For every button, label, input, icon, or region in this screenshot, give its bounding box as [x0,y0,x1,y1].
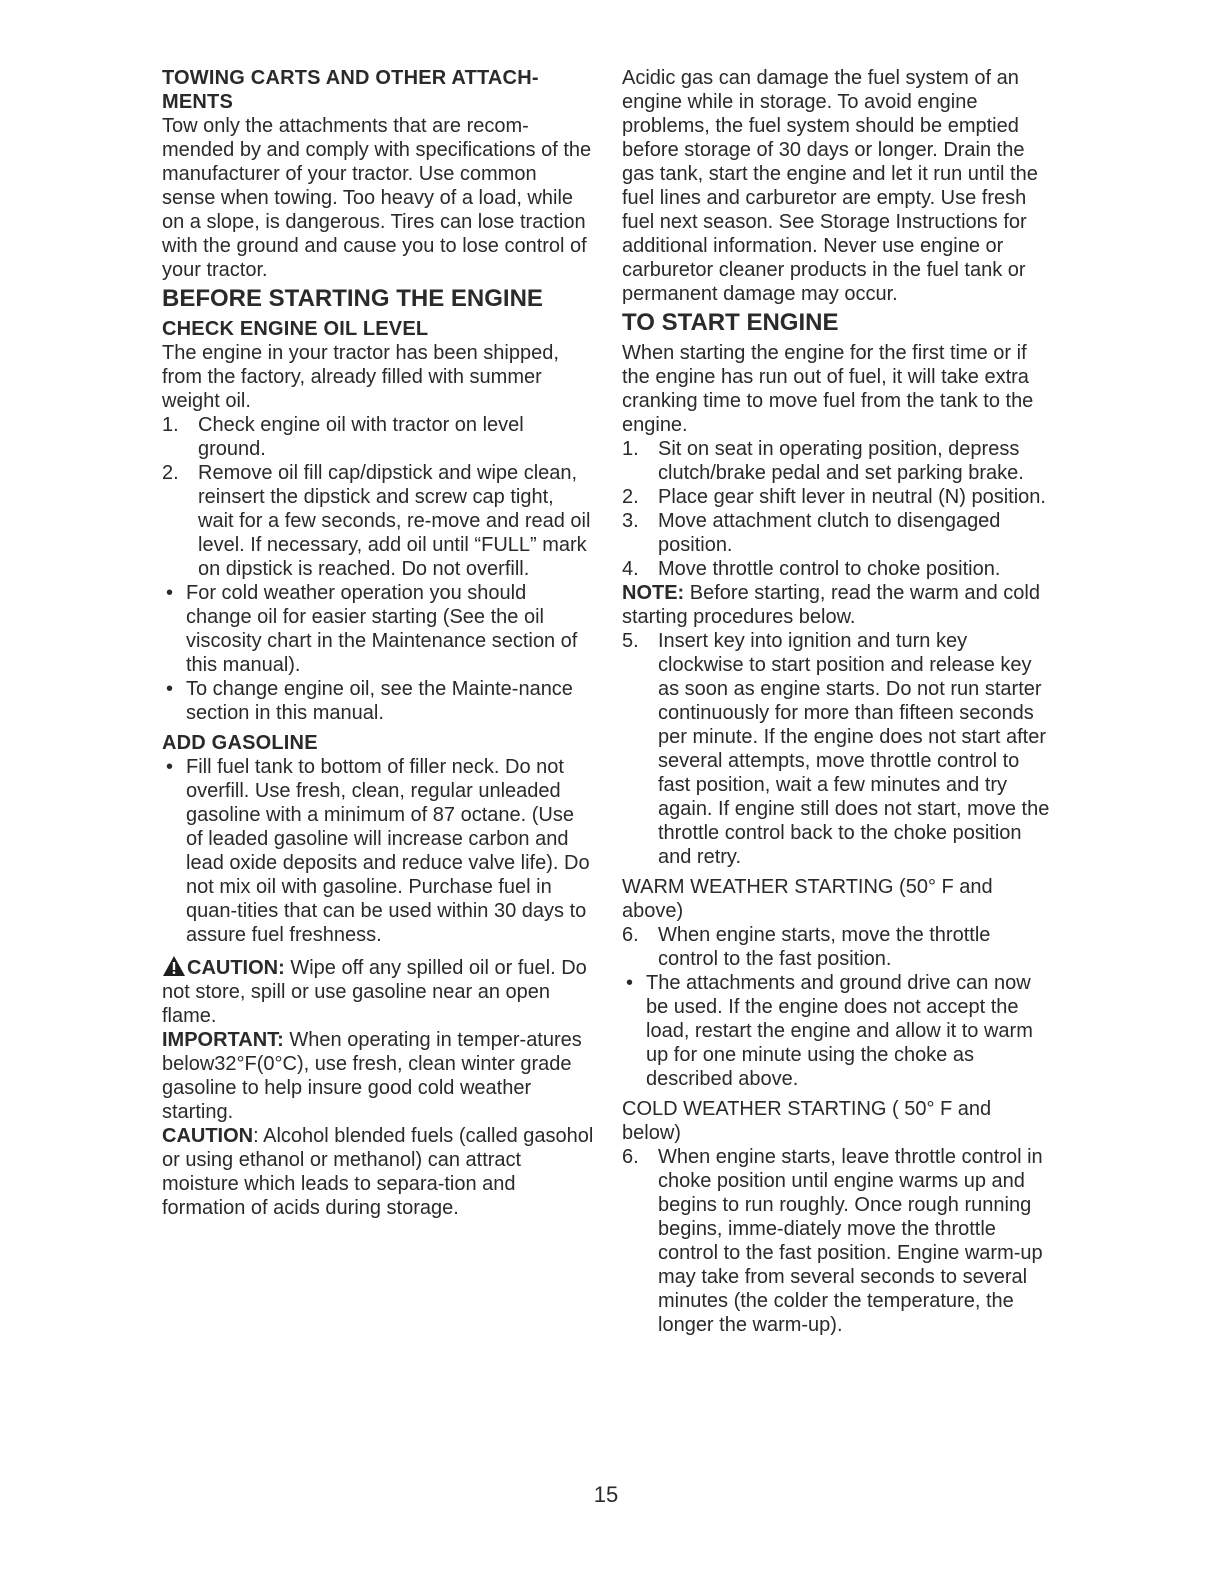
caution-spill-paragraph [162,955,594,1028]
start-step-text: Sit on seat in operating position, depress clutch/brake pedal and set parking brake. [658,438,1024,484]
towing-heading-line1: TOWING CARTS AND OTHER ATTACH- [162,67,539,89]
cold-step-text: When engine starts, leave throttle control in choke position until engine warms up and begins to run roughly. Once rough running begins, imme-diately move the throttle control to the fast position. Engine warm-up may take from several seconds to several minutes (the colder the temperature, the longer the warm-up). [658,1146,1043,1336]
caution-text: Wipe off any spilled oil or fuel. Do not store, spill or use gasoline near an open flame. [162,957,587,1027]
oil-bullet-text: For cold weather operation you should change oil for easier starting (See the oil viscosity chart in the Maintenance section of this manual). [186,582,578,676]
oil-step-text: Check engine oil with tractor on level ground. [198,414,524,460]
check-oil-heading: CHECK ENGINE OIL LEVEL [162,318,429,340]
add-gasoline-heading: ADD GASOLINE [162,732,318,754]
warm-step-number: 6. [622,924,639,946]
page-number: 15 [593,1482,619,1507]
before-starting-heading: BEFORE STARTING THE ENGINE [162,285,543,312]
start-step-text: Insert key into ignition and turn key clockwise to start position and release key as soon as engine starts. Do not run starter continuously for more than fifteen seconds per minute. If the engine does not start after several attempts, move throttle control to fast position, wait a few minutes and try again. If engine still does not start, move the throttle control back to the choke position and retry. [658,630,1050,868]
important-label: IMPORTANT: [162,1029,284,1051]
caution-alcohol-label: CAUTION [162,1125,254,1147]
oil-step-number: 1. [162,414,179,436]
towing-body: Tow only the attachments that are recom-mended by and comply with specifications of the manufacturer of your tractor. Use common sense when towing. Too heavy of a load, while on a slope, is dangerous. Tires can lose traction with the ground and cause you to lose control of your tractor. [162,115,592,281]
warm-bullet [622,971,1052,1091]
oil-step-1 [162,413,594,461]
start-step-number: 3. [622,510,639,532]
caution-alcohol-text: : Alcohol blended fuels (called gasohol or using ethanol or methanol) can attract moisture which leads to separa-tion and formation of acids during storage. [162,1125,594,1219]
gasoline-bullet [162,755,594,947]
warm-bullet-text: The attachments and ground drive can now be used. If the engine does not accept the load, restart the engine and allow it to warm up for one minute using the choke as described above. [646,972,1033,1090]
cold-step-6 [622,1145,1052,1337]
note-label: NOTE: [622,582,685,604]
important-paragraph [162,1028,594,1124]
start-step-text: Move throttle control to choke position. [658,558,1001,580]
to-start-engine-heading: TO START ENGINE [622,309,839,336]
oil-step-text: Remove oil fill cap/dipstick and wipe clean, reinsert the dipstick and screw cap tight, wait for a few seconds, re-move and read oil level. If necessary, add oil until “FULL” mark on dipstick is reached. Do not overfill. [198,462,591,580]
to-start-intro: When starting the engine for the first time or if the engine has run out of fuel, it will take extra cranking time to move fuel from the tank to the engine. [622,342,1034,436]
warm-weather-heading: WARM WEATHER STARTING (50° F and above) [622,876,993,922]
oil-step-number: 2. [162,462,179,484]
note-text: Before starting, read the warm and cold starting procedures below. [622,582,1040,628]
start-step-number: 2. [622,486,639,508]
caution-alcohol-paragraph [162,1124,594,1220]
start-step-1 [622,437,1052,485]
towing-heading [162,66,594,114]
start-step-4 [622,557,1052,581]
start-step-text: Move attachment clutch to disengaged position. [658,510,1001,556]
check-oil-intro: The engine in your tractor has been shipped, from the factory, already filled with summer weight oil. [162,342,559,412]
start-step-5 [622,629,1052,869]
start-step-number: 5. [622,630,639,652]
warm-step-text: When engine starts, move the throttle control to the fast position. [658,924,991,970]
bullet-dot: • [166,678,174,700]
start-step-text: Place gear shift lever in neutral (N) position. [658,486,1046,508]
oil-step-2 [162,461,594,581]
right-column [622,66,1052,1337]
warning-triangle-icon [162,955,186,977]
note-paragraph [622,581,1052,629]
bullet-dot: • [166,582,174,604]
bullet-dot: • [626,972,634,994]
gasoline-bullet-text: Fill fuel tank to bottom of filler neck. Do not overfill. Use fresh, clean, regular unleaded gasoline with a minimum of 87 octane. (Use of leaded gasoline will increase carbon and lead oxide deposits and reduce valve life). Do not mix oil with gasoline. Purchase fuel in quan-tities that can be used within 30 days to assure fuel freshness. [186,756,590,946]
start-step-3 [622,509,1052,557]
start-step-2 [622,485,1052,509]
warm-step-6 [622,923,1052,971]
acidic-gas-paragraph: Acidic gas can damage the fuel system of an engine while in storage. To avoid engine problems, the fuel system should be emptied before storage of 30 days or longer. Drain the gas tank, start the engine and let it run until the fuel lines and carburetor are empty. Use fresh fuel next season. See Storage Instructions for additional information. Never use engine or carburetor cleaner products in the fuel tank or permanent damage may occur. [622,67,1038,305]
left-column [162,66,594,1220]
towing-heading-line2: MENTS [162,91,233,113]
caution-label: CAUTION: [187,957,285,979]
start-step-number: 1. [622,438,639,460]
important-text: When operating in temper-atures below32°F(0°C), use fresh, clean winter grade gasoline to help insure good cold weather starting. [162,1029,582,1123]
bullet-dot: • [166,756,174,778]
start-step-number: 4. [622,558,639,580]
cold-weather-heading: COLD WEATHER STARTING ( 50° F and below) [622,1098,992,1144]
oil-bullet-2 [162,677,594,725]
oil-bullet-text: To change engine oil, see the Mainte-nance section in this manual. [186,678,573,724]
oil-bullet-1 [162,581,594,677]
cold-step-number: 6. [622,1146,639,1168]
